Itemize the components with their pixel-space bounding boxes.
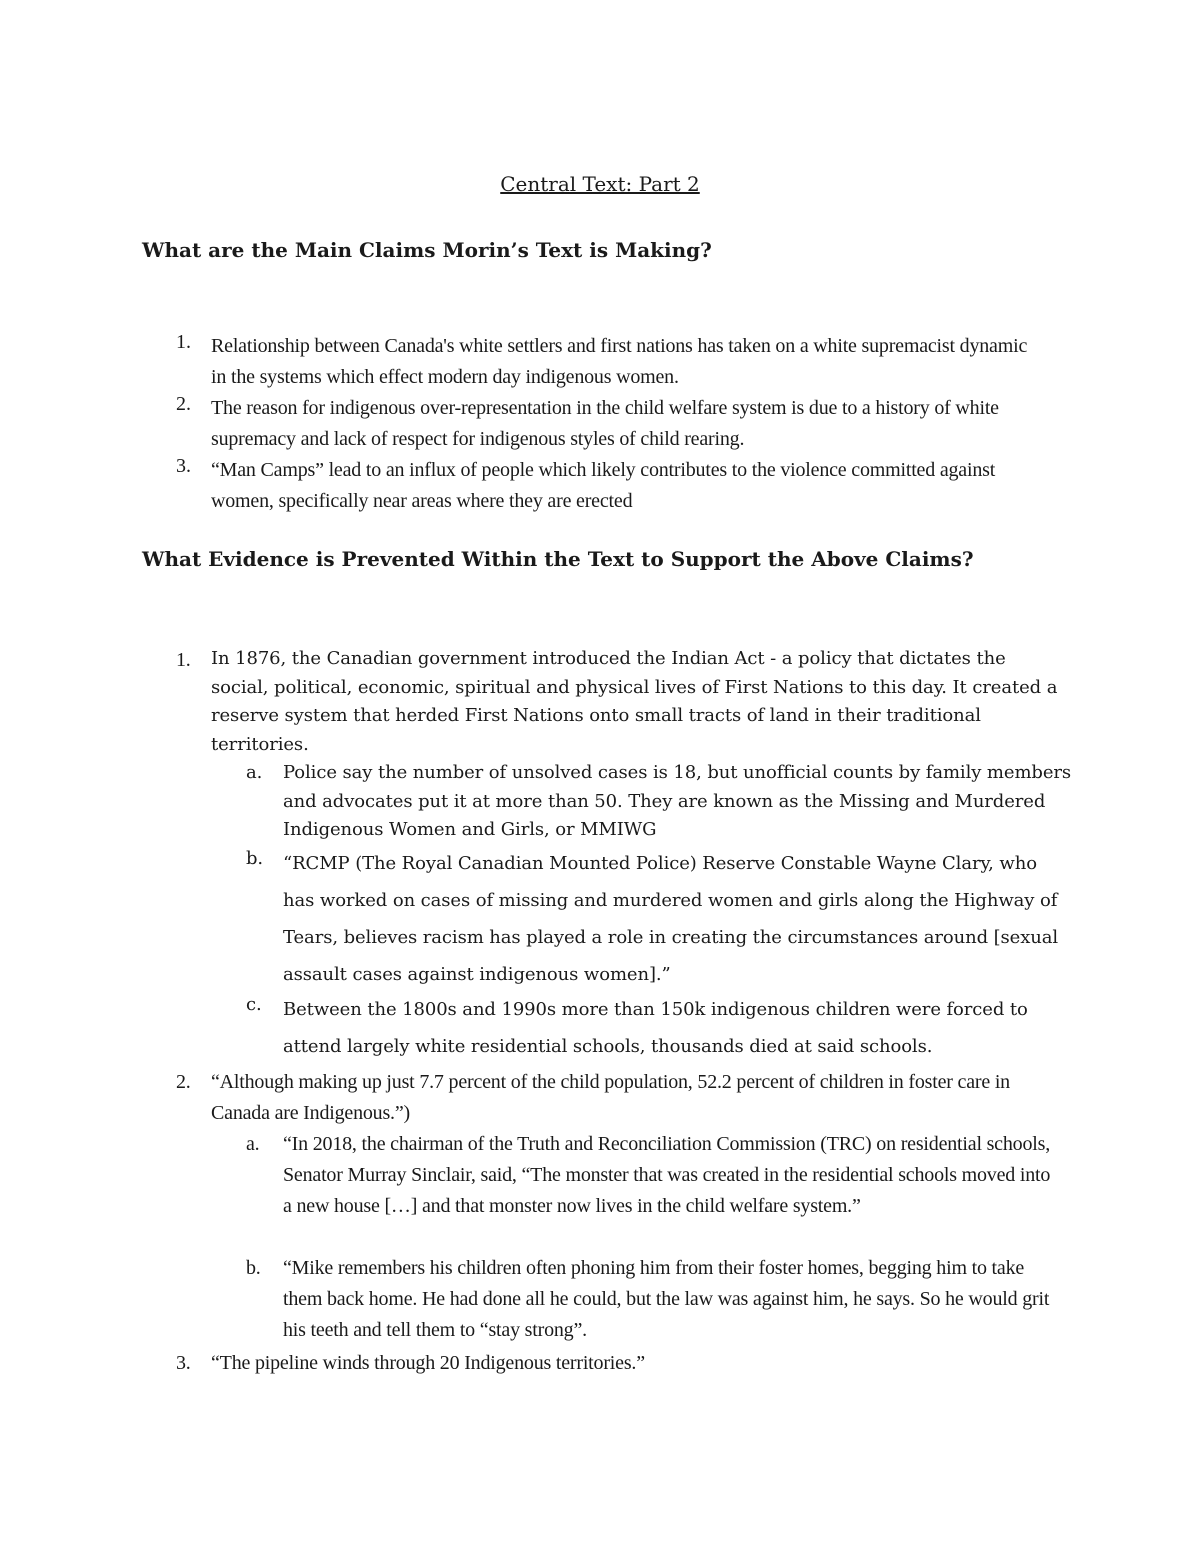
- sub-list-item-text: “RCMP (The Royal Canadian Mounted Police) Reserve Constable Wayne Clary, who has worked on cases of missing and murdered women and girls along the Highway of Tears, believes racism has played a role in creating the circumstances around [sexual assault cases against indigenous women].”: [283, 853, 1059, 985]
- sub-list-marker: a.: [246, 1133, 260, 1155]
- list-item-text: In 1876, the Canadian government introduced the Indian Act - a policy that dictates the social, political, economic, spiritual and physical lives of First Nations to this day. It created a reserve system that herded First Nations onto small tracts of land in their traditional territories.: [211, 648, 1058, 755]
- sub-list-item-text: “In 2018, the chairman of the Truth and Reconciliation Commission (TRC) on residential schools, Senator Murray Sinclair, said, “The monster that was created in the residential schools moved into a new house […] and that monster now lives in the child welfare system.”: [283, 1133, 1051, 1217]
- list-marker: 3.: [176, 1352, 191, 1374]
- sub-list-marker: a.: [246, 762, 263, 783]
- list-marker: 1.: [176, 649, 191, 671]
- list-marker: 2.: [176, 393, 191, 415]
- sub-list-marker: b.: [246, 848, 264, 869]
- list-item-text: The reason for indigenous over-representation in the child welfare system is due to a history of white supremacy and lack of respect for indigenous styles of child rearing.: [211, 397, 999, 450]
- list-item-text: “The pipeline winds through 20 Indigenous territories.”: [211, 1352, 645, 1374]
- sub-list-marker: b.: [246, 1257, 261, 1279]
- list-marker: 2.: [176, 1071, 191, 1093]
- list-item-text: “Although making up just 7.7 percent of the child population, 52.2 percent of children in foster care in Canada are Indigenous.”): [211, 1071, 1010, 1124]
- sub-list-item-text: “Mike remembers his children often phoning him from their foster homes, begging him to take them back home. He had done all he could, but the law was against him, he says. So he would grit his teeth and tell them to “stay strong”.: [283, 1257, 1050, 1341]
- section-heading-evidence: What Evidence is Prevented Within the Text to Support the Above Claims?: [142, 547, 974, 571]
- list-marker: 3.: [176, 455, 191, 477]
- list-item-text: “Man Camps” lead to an influx of people which likely contributes to the violence committed against women, specifically near areas where they are erected: [211, 459, 996, 512]
- page-title: Central Text: Part 2: [500, 172, 700, 196]
- list-marker: 1.: [176, 331, 191, 353]
- sub-list-marker: c.: [246, 994, 262, 1015]
- section-heading-main-claims: What are the Main Claims Morin’s Text is Making?: [142, 238, 712, 262]
- sub-list-item-text: Between the 1800s and 1990s more than 150k indigenous children were forced to attend largely white residential schools, thousands died at said schools.: [283, 999, 1028, 1057]
- list-item-text: Relationship between Canada's white settlers and first nations has taken on a white supremacist dynamic in the systems which effect modern day indigenous women.: [211, 335, 1028, 388]
- sub-list-item-text: Police say the number of unsolved cases is 18, but unofficial counts by family members and advocates put it at more than 50. They are known as the Missing and Murdered Indigenous Women and Girls, or MMIWG: [283, 762, 1072, 840]
